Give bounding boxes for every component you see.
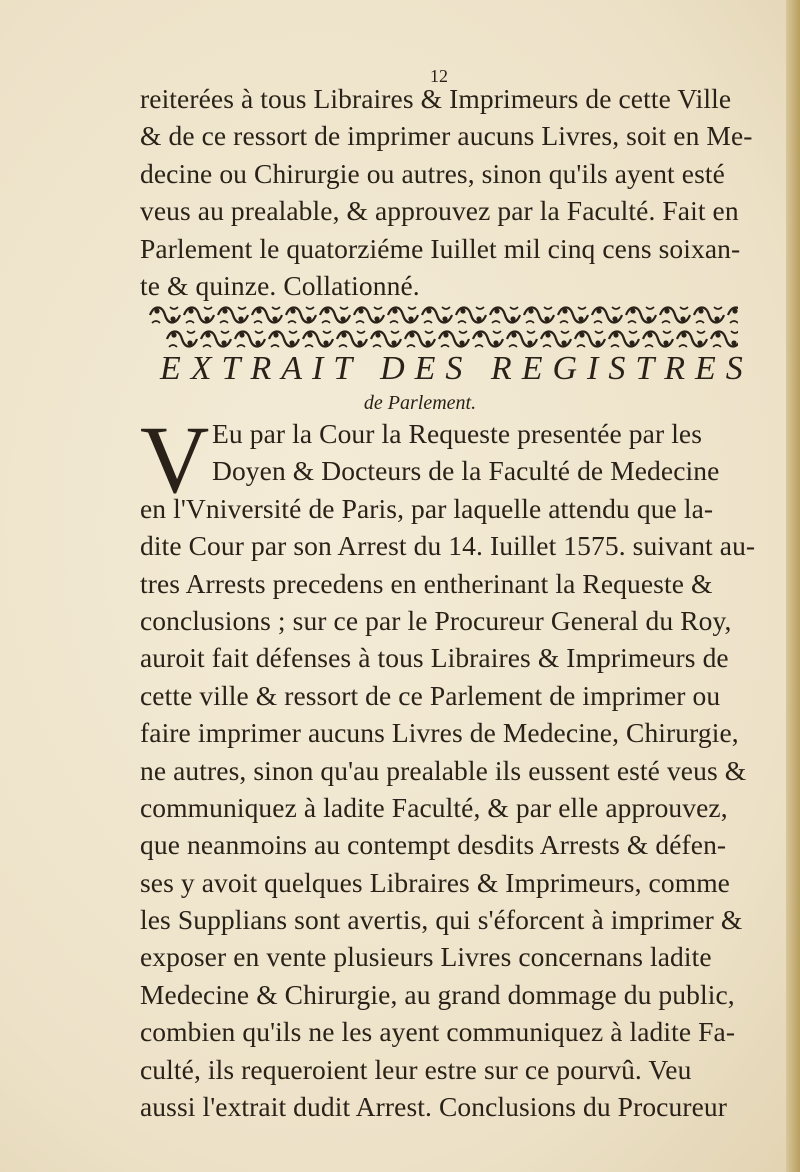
text-line: les Supplians sont avertis, qui s'éforcent à imprimer & [140,904,743,936]
drop-cap: V [140,406,210,513]
text-line: te & quinze. Collationné. [140,269,420,301]
body-paragraph [140,415,756,1125]
text-line: faire imprimer aucuns Livres de Medecine, Chirurgie, [140,717,739,749]
text-line: dite Cour par son Arrest du 14. Iuillet 1575. suivant au- [140,530,756,562]
text-line: ne autres, sinon qu'au prealable ils eussent esté veus & [140,754,747,786]
text-line: tres Arrests precedens en entherinant la Requeste & [140,567,713,599]
text-line: aussi l'extrait dudit Arrest. Conclusions du Procureur [140,1091,728,1123]
page-number: 12 [430,66,448,86]
section-subheading: de Parlement. [363,392,477,414]
top-paragraph [140,80,753,304]
text-line: & de ce ressort de imprimer aucuns Livres, soit en Me- [140,120,753,152]
text-line: que neanmoins au contempt desdits Arrests & défen- [140,829,727,861]
text-line: exposer en vente plusieurs Livres concernans ladite [140,941,712,973]
text-line: conclusions ; sur ce par le Procureur General du Roy, [140,604,732,636]
text-line: Doyen & Docteurs de la Faculté de Medecine [212,455,720,487]
text-line: veus au prealable, & approuvez par la Faculté. Fait en [140,195,739,227]
text-line: ses y avoit quelques Libraires & Imprimeurs, comme [140,866,730,898]
decorative-ornament-band [148,303,738,351]
text-line: Parlement le quatorziéme Iuillet mil cinq cens soixan- [140,232,741,264]
text-line: en l'Vniversité de Paris, par laquelle attendu que la- [140,492,714,524]
text-line: reiterées à tous Libraires & Imprimeurs de cette Ville [140,83,732,114]
text-line: auroit fait défenses à tous Libraires & Imprimeurs de [140,642,729,674]
section-heading: EXTRAIT DES REGISTRES [160,350,753,387]
text-line: cette ville & ressort de ce Parlement de imprimer ou [140,679,721,711]
text-line: communiquez à ladite Faculté, & par elle approuvez, [140,791,728,823]
text-line: culté, ils requeroient leur estre sur ce pourvû. Veu [140,1053,692,1085]
text-line: Eu par la Cour la Requeste presentée par les [212,418,703,449]
text-line: combien qu'ils ne les ayent communiquez à ladite Fa- [140,1016,736,1048]
text-line: Medecine & Chirurgie, au grand dommage du public, [140,978,735,1010]
page-edge [786,0,800,1172]
text-line: decine ou Chirurgie ou autres, sinon qu'ils ayent esté [140,157,725,189]
